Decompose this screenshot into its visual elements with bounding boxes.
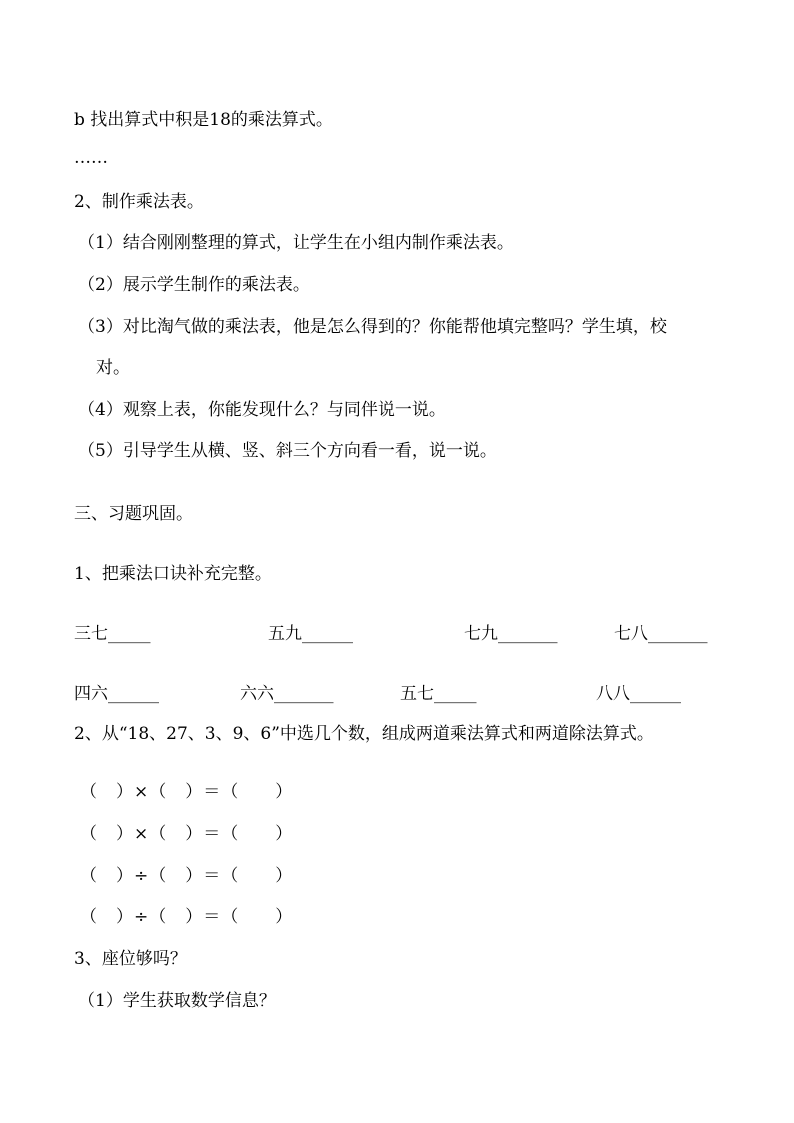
blank-item: 五七_____ xyxy=(400,684,477,704)
item-3-continued: 对。 xyxy=(96,358,130,378)
item-3: （3）对比淘气做的乘法表，他是怎么得到的？你能帮他填完整吗？学生填，校 xyxy=(78,317,667,337)
section-3-heading: 三、习题巩固。 xyxy=(74,504,193,524)
item-2: （2）展示学生制作的乘法表。 xyxy=(78,275,310,295)
exercise-2: 2、从“18、27、3、9、6”中选几个数，组成两道乘法算式和两道除法算式。 xyxy=(74,724,654,744)
blank-item: 六六_______ xyxy=(240,684,334,704)
blank-item: 八八______ xyxy=(596,684,681,704)
equation-row: （ ）×（ ）＝（ ） xyxy=(80,824,294,844)
blank-item: 三七_____ xyxy=(74,624,151,644)
exercise-3-item-1: （1）学生获取数学信息？ xyxy=(78,991,276,1011)
b-line: b 找出算式中积是18的乘法算式。 xyxy=(74,110,333,130)
exercise-1: 1、把乘法口诀补充完整。 xyxy=(74,564,272,584)
item-1: （1）结合刚刚整理的算式，让学生在小组内制作乘法表。 xyxy=(78,233,514,253)
item-5: （5）引导学生从横、竖、斜三个方向看一看，说一说。 xyxy=(78,441,497,461)
equation-row: （ ）÷（ ）＝（ ） xyxy=(80,866,294,886)
item-4: （4）观察上表，你能发现什么？与同伴说一说。 xyxy=(78,400,446,420)
exercise-3: 3、座位够吗？ xyxy=(74,949,187,969)
equation-row: （ ）÷（ ）＝（ ） xyxy=(80,907,294,927)
blank-item: 七九_______ xyxy=(464,624,558,644)
equation-row: （ ）×（ ）＝（ ） xyxy=(80,782,294,802)
ellipsis: …… xyxy=(74,148,108,168)
blank-item: 四六______ xyxy=(74,684,159,704)
blank-item: 七八_______ xyxy=(614,624,708,644)
blank-item: 五九______ xyxy=(268,624,353,644)
heading-make-table: 2、制作乘法表。 xyxy=(74,192,204,212)
